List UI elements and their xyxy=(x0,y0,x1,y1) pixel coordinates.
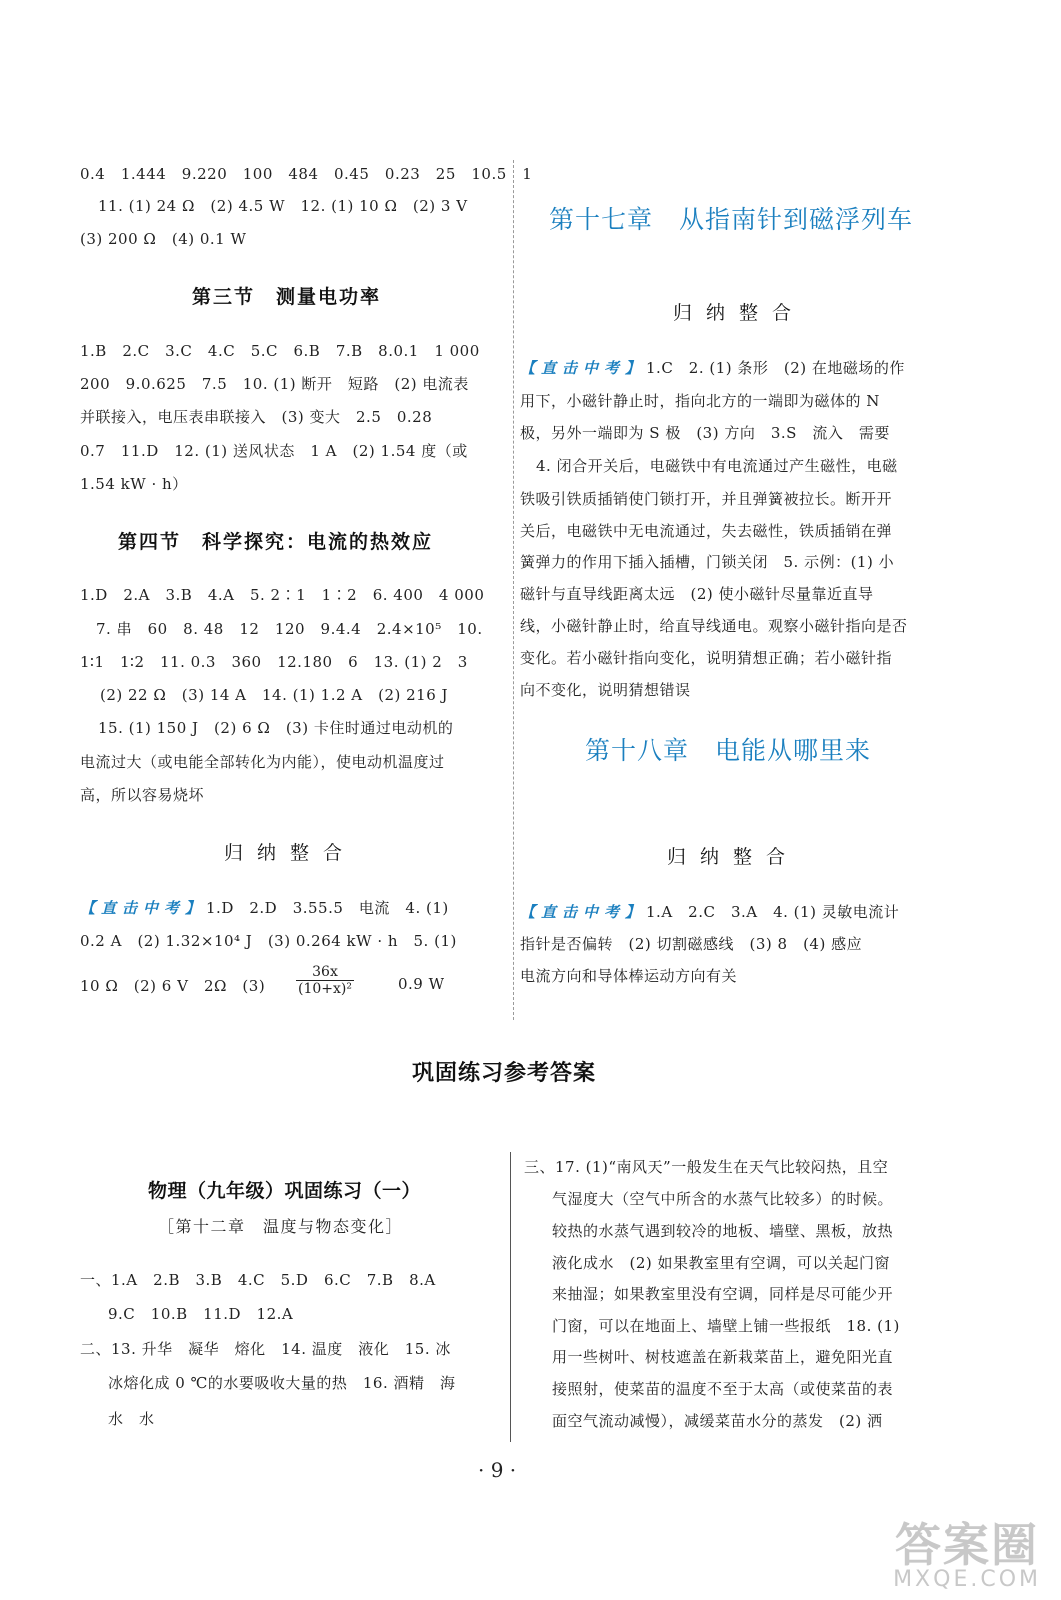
summary-title: 归纳整合 xyxy=(673,302,806,324)
answer-line: 0.4 1.444 9.220 100 484 0.45 0.23 25 10.5 1 xyxy=(80,165,533,183)
watermark-logo xyxy=(893,1517,1041,1592)
exam-tag: 【直击中考】 xyxy=(520,903,647,921)
answer-line: 指针是否偏转 (2) 切割磁感线 (3) 8 (4) 感应 xyxy=(520,935,863,953)
answer-line: 7. 串 60 8. 48 12 120 9.4.4 2.4×10⁵ 10. xyxy=(96,620,483,638)
answer-line: 水 水 xyxy=(108,1410,155,1428)
column-divider-bottom xyxy=(510,1152,511,1442)
answer-line: 面空气流动减慢），减缓菜苗水分的蒸发 (2) 洒 xyxy=(552,1412,883,1430)
answer-line xyxy=(520,901,899,922)
answer-line: 冰熔化成 0 ℃的水要吸收大量的热 16. 酒精 海 xyxy=(108,1374,456,1392)
answer-text: 1.D 2.D 3.55.5 电流 4. (1) xyxy=(206,899,449,917)
answer-line: 磁针与直导线距离太远 (2) 使小磁针尽量靠近直导 xyxy=(520,585,874,603)
answer-line: 一、1.A 2.B 3.B 4.C 5.D 6.C 7.B 8.A xyxy=(80,1271,436,1289)
answer-line: 关后，电磁铁中无电流通过，失去磁性，铁质插销在弹 xyxy=(520,522,893,540)
answer-line: 9.C 10.B 11.D 12.A xyxy=(108,1305,294,1323)
answer-line: 液化成水 (2) 如果教室里有空调，可以关起门窗 xyxy=(552,1254,891,1272)
chapter-title: 第十八章 电能从哪里来 xyxy=(585,736,872,765)
answer-line: 电流方向和导体棒运动方向有关 xyxy=(520,967,738,985)
answer-line: 4. 闭合开关后，电磁铁中有电流通过产生磁性，电磁 xyxy=(536,457,898,475)
fraction-denominator: (10+x)² xyxy=(298,981,352,997)
answer-line: 极，另外一端即为 S 极 (3) 方向 3.S 流入 需要 xyxy=(520,424,890,442)
answer-line: 并联接入，电压表串联接入 (3) 变大 2.5 0.28 xyxy=(80,408,433,426)
answer-line: 铁吸引铁质插销使门锁打开，并且弹簧被拉长。断开开 xyxy=(520,490,893,508)
section-title: 第三节 测量电功率 xyxy=(192,286,382,308)
answer-line: 200 9.0.625 7.5 10. (1) 断开 短路 (2) 电流表 xyxy=(80,375,469,393)
answer-line: 来抽湿；如果教室里没有空调，同样是尽可能少开 xyxy=(552,1285,894,1303)
answer-line: 15. (1) 150 J (2) 6 Ω (3) 卡住时通过电动机的 xyxy=(98,719,454,737)
exam-tag: 【直击中考】 xyxy=(520,359,647,377)
answer-line: 气湿度大（空气中所含的水蒸气比较多）的时候。 xyxy=(552,1190,894,1208)
answer-line: (2) 22 Ω (3) 14 A 14. (1) 1.2 A (2) 216 J xyxy=(100,686,449,704)
watermark-text: 答案圈 xyxy=(895,1517,1040,1572)
answer-line: 1.B 2.C 3.C 4.C 5.C 6.B 7.B 8.0.1 1 000 xyxy=(80,342,480,360)
answer-line: 簧弹力的作用下插入插槽，门锁关闭 5. 示例：(1) 小 xyxy=(520,553,895,571)
exercise-subtitle: ［第十二章 温度与物态变化］ xyxy=(158,1217,404,1236)
fraction-numerator: 36x xyxy=(296,964,354,981)
answer-line: 1.54 kW · h） xyxy=(80,475,188,493)
answer-line: 10 Ω (2) 6 V 2Ω (3) xyxy=(80,977,266,995)
answer-line: 接照射，使菜苗的温度不至于太高（或使菜苗的表 xyxy=(552,1380,894,1398)
section-title: 第四节 科学探究：电流的热效应 xyxy=(118,531,434,553)
exam-tag: 【直击中考】 xyxy=(80,899,207,917)
exercise-title: 物理（九年级）巩固练习（一） xyxy=(148,1180,422,1202)
answer-line: 线，小磁针静止时，给直导线通电。观察小磁针指向是否 xyxy=(520,617,908,635)
answer-line: 三、17. (1)“南风天”一般发生在天气比较闷热，且空 xyxy=(524,1158,889,1176)
answer-line: 用一些树叶、树枝遮盖在新栽菜苗上，避免阳光直 xyxy=(552,1348,894,1366)
answer-line: 0.2 A (2) 1.32×10⁴ J (3) 0.264 kW · h 5. (1) xyxy=(80,932,457,950)
answers-heading: 巩固练习参考答案 xyxy=(412,1060,597,1086)
answer-line: 二、13. 升华 凝华 熔化 14. 温度 液化 15. 冰 xyxy=(80,1340,451,1358)
chapter-title: 第十七章 从指南针到磁浮列车 xyxy=(549,205,914,234)
answer-line: 1∶1 1∶2 11. 0.3 360 12.180 6 13. (1) 2 3 xyxy=(80,653,468,671)
answer-text: 1.A 2.C 3.A 4. (1) 灵敏电流计 xyxy=(646,903,900,921)
answer-line: 0.9 W xyxy=(398,975,445,993)
answer-line: 向不变化，说明猜想错误 xyxy=(520,681,691,699)
answer-line: 11. (1) 24 Ω (2) 4.5 W 12. (1) 10 Ω (2) 3 V xyxy=(98,197,468,215)
answer-line: 高，所以容易烧坏 xyxy=(80,786,205,804)
summary-title: 归纳整合 xyxy=(667,846,800,868)
answer-line: 电流过大（或电能全部转化为内能），使电动机温度过 xyxy=(80,753,445,771)
answer-line xyxy=(520,357,905,378)
answer-line: 门窗，可以在地面上、墙壁上铺一些报纸 18. (1) xyxy=(552,1317,900,1335)
answer-line: 变化。若小磁针指向变化，说明猜想正确；若小磁针指 xyxy=(520,649,893,667)
answer-line: (3) 200 Ω (4) 0.1 W xyxy=(80,230,247,248)
watermark-url: MXQE.COM xyxy=(893,1566,1041,1592)
answer-line: 1.D 2.A 3.B 4.A 5. 2∶1 1∶2 6. 400 4 000 xyxy=(80,586,485,604)
answer-line: 较热的水蒸气遇到较冷的地板、墙壁、黑板，放热 xyxy=(552,1222,894,1240)
answer-line: 0.7 11.D 12. (1) 送风状态 1 A (2) 1.54 度（或 xyxy=(80,442,468,460)
summary-title: 归纳整合 xyxy=(224,842,357,864)
column-divider-top xyxy=(513,160,514,1020)
answer-text: 1.C 2. (1) 条形 (2) 在地磁场的作 xyxy=(646,359,905,377)
answer-line xyxy=(80,897,449,918)
page-number: · 9 · xyxy=(478,1458,517,1482)
fraction xyxy=(296,964,354,997)
answer-line: 用下，小磁针静止时，指向北方的一端即为磁体的 N xyxy=(520,392,880,410)
